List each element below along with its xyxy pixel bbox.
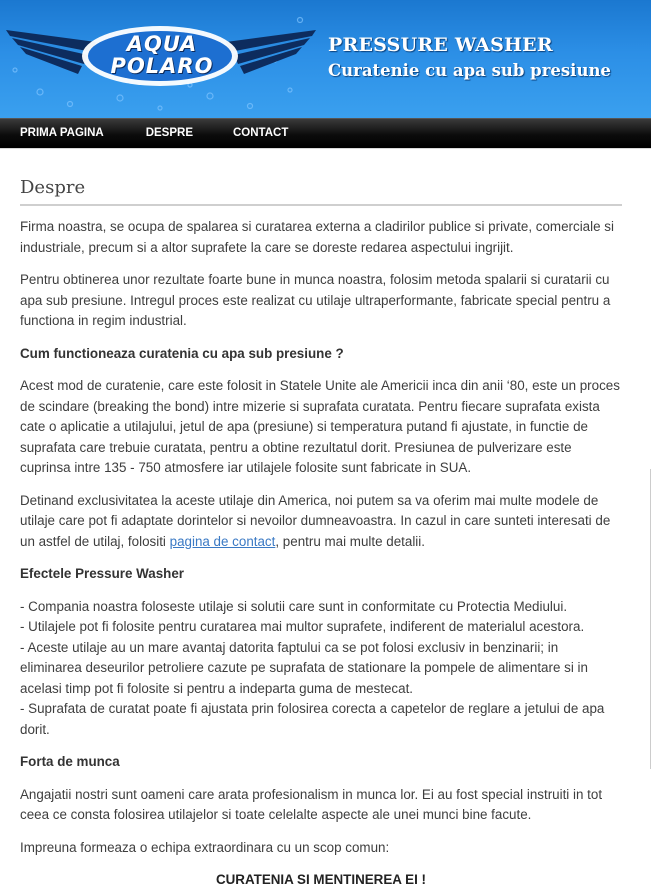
nav-prima-pagina[interactable]: PRIMA PAGINA bbox=[20, 126, 104, 139]
list-item: - Utilajele pot fi folosite pentru curatarea mai multor suprafete, indiferent de materialul acestora. bbox=[20, 619, 585, 634]
method-paragraph: Pentru obtinerea unor rezultate foarte bune in munca noastra, folosim metoda spalarii si curatarii cu apa sub presiune. Intregul proces este realizat cu utilaje ultraperformante, fabricate special pentru a functiona in regim industrial. bbox=[20, 272, 611, 328]
section-heading-how: Cum functioneaza curatenia cu apa sub presiune ? bbox=[20, 345, 344, 361]
exclusivity-text-end: , pentru mai multe detalii. bbox=[275, 533, 425, 549]
main-nav bbox=[0, 118, 651, 148]
article bbox=[20, 177, 622, 890]
logo-bottom-text: POLARO bbox=[110, 54, 214, 78]
section-heading-effects: Efectele Pressure Washer bbox=[20, 566, 184, 581]
exclusivity-text: Detinand exclusivitatea la aceste utilaje din America, noi putem sa va oferim mai multe modele de utilaje care pot fi adaptate dorintelor si nevoilor dumneavoastra. In cazul in care sunteti interesati de un astfel de utilaj, folositi bbox=[20, 492, 611, 549]
exclusivity-paragraph bbox=[20, 491, 622, 553]
logo-top-text: AQUA bbox=[126, 32, 198, 56]
list-item: - Suprafata de curatat poate fi ajustata prin folosirea corecta a capetelor de reglare a jetului de apa dorit. bbox=[20, 701, 605, 737]
team-paragraph: Impreuna formeaza o echipa extraordinara cu un scop comun: bbox=[20, 839, 390, 855]
list-item: - Compania noastra foloseste utilaje si solutii care sunt in conformitate cu Protectia Mediului. bbox=[20, 598, 568, 614]
site-title: PRESSURE WASHER bbox=[328, 34, 553, 56]
how-paragraph: Acest mod de curatenie, care este folosit in Statele Unite ale Americii inca din anii ‘80, este un proces de scindare (breaking the bond) intre mizerie si suprafata curatata. Pentru fiecare suprafata exista cate o aplicatie a utilajului, jetul de apa (presiune) si temperatura putand fi ajustate, in functie de suprafata care trebuie curatata, pentru a obtine rezultatul dorit. Presiunea de pulverizare este cuprinsa intre 135 - 750 atmosfere iar utilajele folosite sunt fabricate in SUA. bbox=[20, 378, 620, 475]
main-content bbox=[0, 148, 651, 887]
contact-page-link[interactable]: pagina de contact bbox=[169, 533, 276, 549]
site-subtitle: Curatenie cu apa sub presiune bbox=[328, 61, 611, 80]
intro-paragraph: Firma noastra, se ocupa de spalarea si curatarea externa a cladirilor publice si private, comerciale si industriale, precum si a altor suprafete la care se doreste redarea aspectului ingrijit. bbox=[20, 219, 614, 255]
nav-contact[interactable]: CONTACT bbox=[233, 126, 289, 139]
slogan: CURATENIA SI MENTINEREA EI ! bbox=[215, 872, 427, 887]
page-title: Despre bbox=[20, 177, 622, 206]
effects-list bbox=[20, 597, 622, 741]
section-heading-workforce: Forta de munca bbox=[20, 754, 120, 769]
list-item: - Aceste utilaje au un mare avantaj datorita faptului ca se pot folosi exclusiv in benzinarii; in eliminarea deseurilor petroliere cazute pe suprafata de stationare la pompele de alimentare si in acelasi timp pot fi folosite si pentru a indeparta guma de mestecat. bbox=[20, 639, 588, 696]
site-header bbox=[0, 0, 651, 118]
nav-despre[interactable]: DESPRE bbox=[145, 126, 193, 139]
logo-text bbox=[72, 33, 252, 77]
workforce-paragraph: Angajatii nostri sunt oameni care arata profesionalism in munca lor. Ei au fost special instruiti in tot ceea ce consta folosirea utilajelor si toate celelalte aspecte ale unei munci bine facute. bbox=[20, 786, 603, 822]
